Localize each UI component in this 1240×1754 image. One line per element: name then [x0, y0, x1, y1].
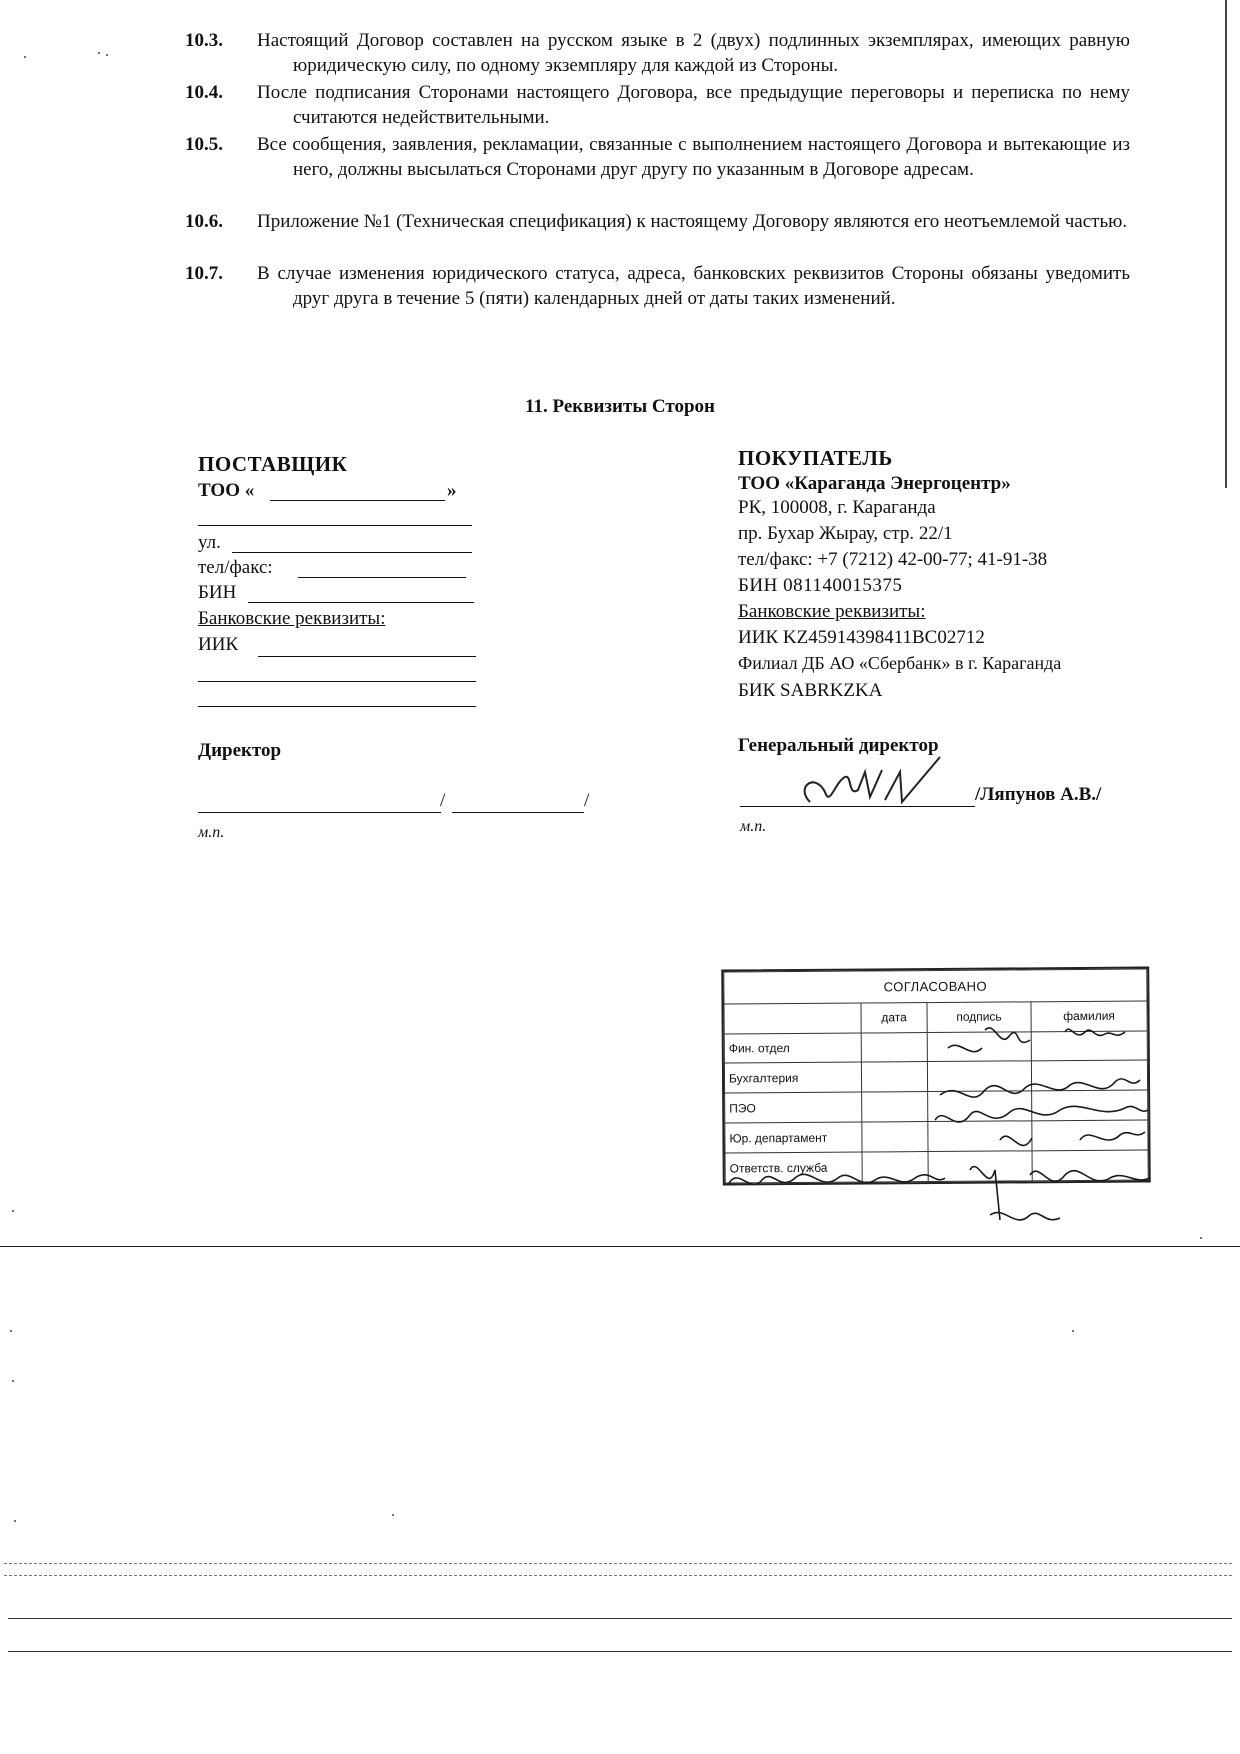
- stamp-row-label: Ответств. служба: [725, 1152, 862, 1183]
- scan-line-2: [8, 1651, 1232, 1652]
- supplier-name-line: [452, 812, 584, 813]
- supplier-seal-mark: м.п.: [198, 824, 225, 841]
- supplier-company-prefix: ТОО «: [198, 480, 255, 501]
- clause-text: В случае изменения юридического статуса, адреса, банковских реквизитов Стороны обязаны уведомить друг друга в течение 5 (пяти) календарных дней от даты таких изменений.: [257, 263, 1130, 309]
- clause-text: Настоящий Договор составлен на русском языке в 2 (двух) подлинных экземплярах, имеющих равную юридическую силу, по одному экземпляру для каждой из Стороны.: [257, 30, 1130, 76]
- stamp-col-date: дата: [861, 1002, 927, 1032]
- buyer-bank-name: Филиал ДБ АО «Сбербанк» в г. Караганда: [738, 653, 1062, 673]
- supplier-street-blank: [232, 552, 472, 553]
- clause-number: 10.5.: [185, 134, 223, 155]
- supplier-position: Директор: [198, 740, 282, 761]
- supplier-signature-line: [198, 812, 441, 813]
- stamp-row-label: Бухгалтерия: [724, 1062, 861, 1093]
- supplier-bank-blank-1: [198, 681, 476, 682]
- buyer-iik: ИИК KZ45914398411BC02712: [738, 627, 985, 648]
- scan-dotted-line-2: [4, 1575, 1232, 1576]
- section-title: 11. Реквизиты Сторон: [525, 396, 715, 417]
- scan-speck: [10, 1330, 12, 1332]
- stamp-title: СОГЛАСОВАНО: [724, 969, 1147, 1004]
- scan-speck: [106, 54, 108, 56]
- clause-10-3: [185, 28, 1130, 78]
- buyer-seal-mark: м.п.: [740, 818, 767, 835]
- supplier-role: ПОСТАВЩИК: [198, 452, 348, 476]
- stamp-col-surname: фамилия: [1031, 1001, 1147, 1032]
- clause-text: Приложение №1 (Техническая спецификация) к настоящему Договору являются его неотъемлемой частью.: [257, 211, 1128, 232]
- clause-10-6: [185, 209, 1130, 234]
- buyer-company: ТОО «Караганда Энергоцентр»: [738, 473, 1011, 494]
- buyer-bin: БИН 081140015375: [738, 575, 903, 596]
- scan-speck: [24, 56, 26, 58]
- clause-text: После подписания Сторонами настоящего Договора, все предыдущие переговоры и переписка по нему считаются недействительными.: [257, 82, 1130, 128]
- supplier-bin-label: БИН: [198, 582, 237, 603]
- scan-speck: [12, 1380, 14, 1382]
- scan-dotted-line-1: [4, 1563, 1232, 1564]
- supplier-slash-1: /: [440, 790, 446, 811]
- handwritten-signatures-icon: [720, 1020, 1160, 1240]
- stamp-row-label: ПЭО: [725, 1092, 862, 1123]
- supplier-bank-label: Банковские реквизиты:: [198, 608, 386, 629]
- supplier-company-blank: [270, 500, 445, 501]
- stamp-row-label: Юр. департамент: [725, 1122, 862, 1153]
- clause-number: 10.3.: [185, 30, 223, 51]
- scan-speck: [1072, 1330, 1074, 1332]
- buyer-position: Генеральный директор: [738, 735, 939, 756]
- supplier-blank-line: [198, 525, 472, 526]
- supplier-phone-label: тел/факс:: [198, 557, 273, 578]
- scan-speck: [14, 1520, 16, 1522]
- scan-speck: [98, 52, 100, 54]
- clause-10-4: [185, 80, 1130, 130]
- buyer-signatory: /Ляпунов А.В./: [975, 784, 1102, 805]
- buyer-address-2: пр. Бухар Жырау, стр. 22/1: [738, 523, 953, 544]
- buyer-bank-label: Банковские реквизиты:: [738, 601, 926, 622]
- scan-line-1: [8, 1618, 1232, 1619]
- buyer-role: ПОКУПАТЕЛЬ: [738, 446, 893, 470]
- scan-speck: [1200, 1237, 1202, 1239]
- clause-text: Все сообщения, заявления, рекламации, связанные с выполнением настоящего Договора и вытекающие из него, должны высылаться Сторонами друг другу по указанным в Договоре адресам.: [257, 134, 1130, 180]
- clause-10-7: [185, 261, 1130, 311]
- supplier-slash-2: /: [584, 790, 590, 811]
- buyer-address-1: РК, 100008, г. Караганда: [738, 497, 936, 518]
- supplier-iik-blank: [258, 656, 476, 657]
- supplier-iik-label: ИИК: [198, 634, 239, 655]
- stamp-row-label: Фин. отдел: [724, 1033, 861, 1064]
- stamp-col-signature: подпись: [927, 1001, 1031, 1032]
- scan-right-edge: [1225, 0, 1227, 488]
- buyer-signature-icon: [790, 752, 970, 822]
- clause-number: 10.6.: [185, 211, 223, 232]
- clause-number: 10.7.: [185, 263, 223, 284]
- scan-page-edge: [0, 1246, 1240, 1247]
- supplier-street-label: ул.: [198, 532, 221, 553]
- clause-number: 10.4.: [185, 82, 223, 103]
- clause-10-5: [185, 132, 1130, 182]
- buyer-phone: тел/факс: +7 (7212) 42-00-77; 41-91-38: [738, 549, 1048, 570]
- supplier-bank-blank-2: [198, 706, 476, 707]
- supplier-company-suffix: »: [447, 480, 457, 501]
- scan-speck: [12, 1210, 14, 1212]
- scan-speck: [392, 1514, 394, 1516]
- supplier-phone-blank: [298, 577, 466, 578]
- buyer-bik: БИК SABRKZKA: [738, 680, 883, 701]
- supplier-bin-blank: [248, 602, 474, 603]
